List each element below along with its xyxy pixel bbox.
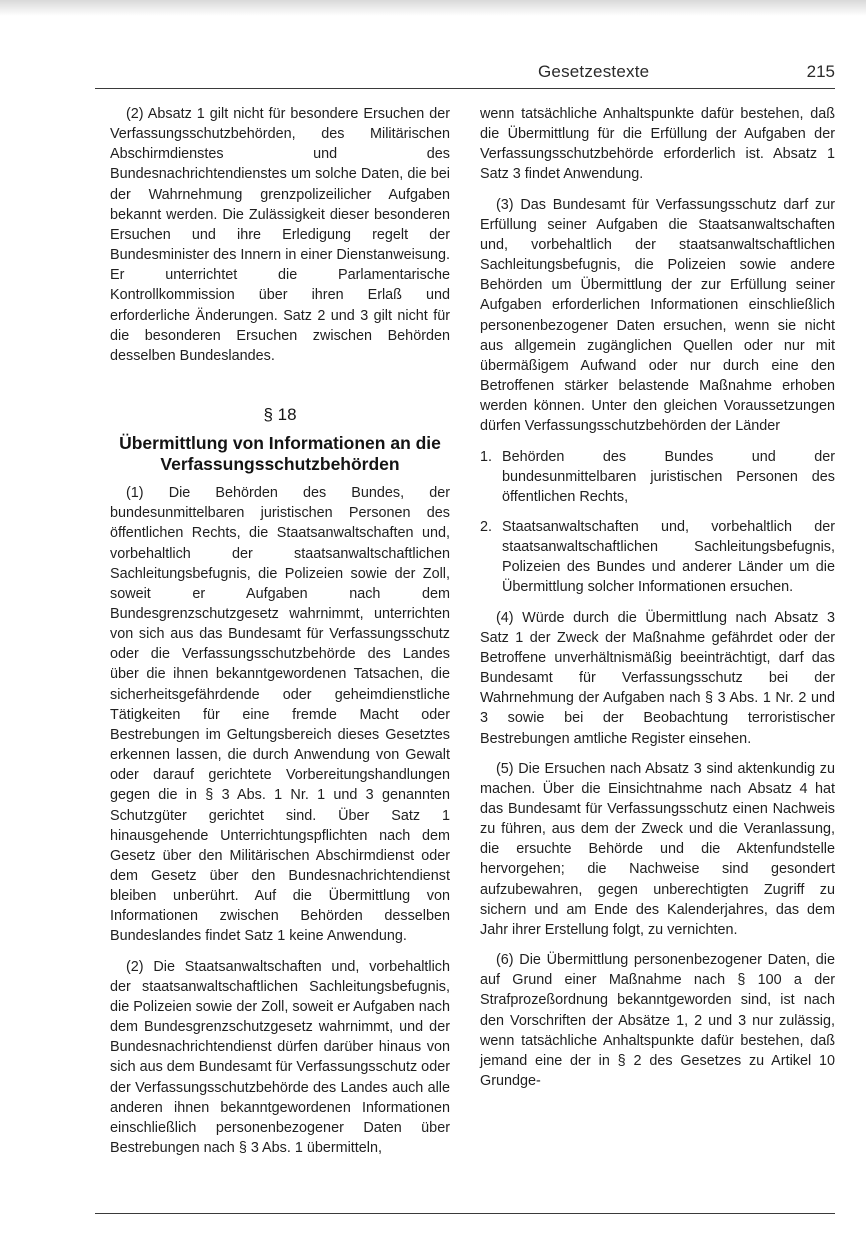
- paragraph-2-previous-section: (2) Absatz 1 gilt nicht für besondere Ersuchen der Verfassungsschutzbehörden, des Militärischen Abschirmdienstes und des Bundesnachrichtendienstes um solche Daten, die bei der Wahrnehmung grenzpolizeilicher Aufgaben bekannt werden. Die Zulässigkeit dieser besonderen Ersuchen und ihre Erledigung regelt der Bundesminister des Innern in einer Dienstanweisung. Er unterrichtet die Parlamentarische Kontrollkommission über ihren Erlaß und erforderliche Änderungen. Satz 2 und 3 gilt nicht für die besonderen Ersuchen zwischen Behörden desselben Bundeslandes.: [110, 106, 450, 364]
- list-item-number: 2.: [480, 518, 493, 535]
- list-item-text: Staatsanwaltschaften und, vorbehaltlich der staatsanwaltschaftlichen Sachleitungsbefugnis, Polizeien des Bundes und anderer Länder um die Übermittlung solcher Informationen ersuchen.: [502, 518, 835, 596]
- list-item: [480, 447, 835, 507]
- paragraph-2: (2) Die Staatsanwaltschaften und, vorbehaltlich der staatsanwaltschaftlichen Sachleitungsbefugnis, die Polizeien sowie der Zoll, soweit er Aufgaben nach dem Bundesgrenzschutzgesetz wahrnimmt, und der Bundesnachrichtendienst dürfen darüber hinaus von sich aus dem Bundesamt für Verfassungsschutz oder der Verfassungsschutzbehörde des Landes auch alle anderen ihnen bekanntgewordenen Informationen einschließlich personenbezogener Daten über Bestrebungen nach § 3 Abs. 1 übermitteln,: [110, 958, 450, 1157]
- paragraph-5: (5) Die Ersuchen nach Absatz 3 sind aktenkundig zu machen. Über die Einsichtnahme nach Absatz 4 hat das Bundesamt für Verfassungsschutz einen Nachweis zu führen, aus dem der Zweck und die Veranlassung, die ersuchte Behörde und die Aktenfundstelle hervorgehen; die Nachweise sind gesondert aufzubewahren, gegen unberechtigten Zugriff zu sichern und am Ende des Kalenderjahres, das dem Jahr ihrer Erstellung folgt, zu vernichten.: [480, 760, 835, 938]
- list-item: [480, 517, 835, 598]
- scan-edge-shade: [0, 0, 866, 16]
- paragraph-3: (3) Das Bundesamt für Verfassungsschutz darf zur Erfüllung seiner Aufgaben die Staatsanwaltschaften und, vorbehaltlich der staatsanwaltschaftlichen Sachleitungsbefugnis, die Polizeien sowie andere Behörden um Übermittlung der zur Erfüllung seiner Aufgaben erforderlichen Informationen einschließlich personenbezogener Daten ersuchen, wenn sie nicht aus allgemein zugänglichen Quellen oder nur mit übermäßigem Aufwand oder nur durch eine den Betroffenen stärker belastende Maßnahme erhoben werden können. Unter den gleichen Voraussetzungen dürfen Verfassungsschutzbehörden der Länder: [480, 196, 835, 435]
- paragraph-2-continued: wenn tatsächliche Anhaltspunkte dafür bestehen, daß die Übermittlung für die Erfüllung der Aufgaben der Verfassungsschutzbehörde erforderlich ist. Absatz 1 Satz 3 findet Anwendung.: [480, 106, 835, 183]
- section-title: Übermittlung von Informationen an die Verfassungsschutzbehörden: [119, 433, 441, 475]
- numbered-list: [480, 447, 835, 598]
- paragraph-1: (1) Die Behörden des Bundes, der bundesunmittelbaren juristischen Personen des öffentlichen Rechts, die Staatsanwaltschaften und, vorbehaltlich der staatsanwaltschaftlichen Sachleitungsbefugnis, die Polizeien sowie der Zoll, soweit er Aufgaben nach dem Bundesgrenzschutzgesetz wahrnimmt, unterrichten von sich aus das Bundesamt für Verfassungsschutz oder die Verfassungsschutzbehörde des Landes über die ihnen bekanntgewordenen Tatsachen, die sicherheitsgefährdende oder geheimdienstliche Tätigkeiten für eine fremde Macht oder Bestrebungen im Geltungsbereich dieses Gesetztes erkennen lassen, die durch Anwendung von Gewalt oder darauf gerichtete Vorbereitungshandlungen gegen die in § 3 Abs. 1 Nr. 1 und 3 genannten Schutzgüter gerichtet sind. Über Satz 1 hinausgehende Unterrichtungspflichten nach dem Gesetz über den Militärischen Abschirmdienst oder dem Gesetz über den Bundesnachrichtendienst bleiben unberührt. Auf die Übermittlung von Informationen zwischen Behörden desselben Bundeslandes findet Satz 1 keine Anwendung.: [110, 485, 450, 945]
- paragraph-4: (4) Würde durch die Übermittlung nach Absatz 3 Satz 1 der Zweck der Maßnahme gefährdet oder der Betroffene unverhältnismäßig beeinträchtigt, darf das Bundesamt für Verfassungsschutz bei der Wahrnehmung der Aufgaben nach § 3 Abs. 1 Nr. 2 und 3 sowie bei der Beobachtung terroristischer Bestrebungen amtliche Register einsehen.: [480, 609, 835, 747]
- footer-rule: [95, 1213, 835, 1214]
- paragraph-6: (6) Die Übermittlung personenbezogener Daten, die auf Grund einer Maßnahme nach § 100 a der Strafprozeßordnung bekanntgeworden sind, ist nach den Vorschriften der Absätze 1, 2 und 3 nur zulässig, wenn tatsächliche Anhaltspunkte dafür bestehen, daß jemand eine der in § 2 des Gesetzes zu Artikel 10 Grundge-: [480, 952, 835, 1090]
- running-head: [95, 62, 835, 86]
- running-title: Gesetzestexte: [538, 62, 650, 81]
- page-number: 215: [806, 62, 835, 81]
- section-number: § 18: [263, 405, 297, 425]
- section-heading: [110, 404, 450, 475]
- header-rule: [95, 88, 835, 89]
- list-item-number: 1.: [480, 448, 493, 465]
- left-column: [110, 104, 450, 1158]
- right-column: [480, 104, 835, 1091]
- list-item-text: Behörden des Bundes und der bundesunmittelbaren juristischen Personen des öffentlichen Rechts,: [502, 448, 835, 505]
